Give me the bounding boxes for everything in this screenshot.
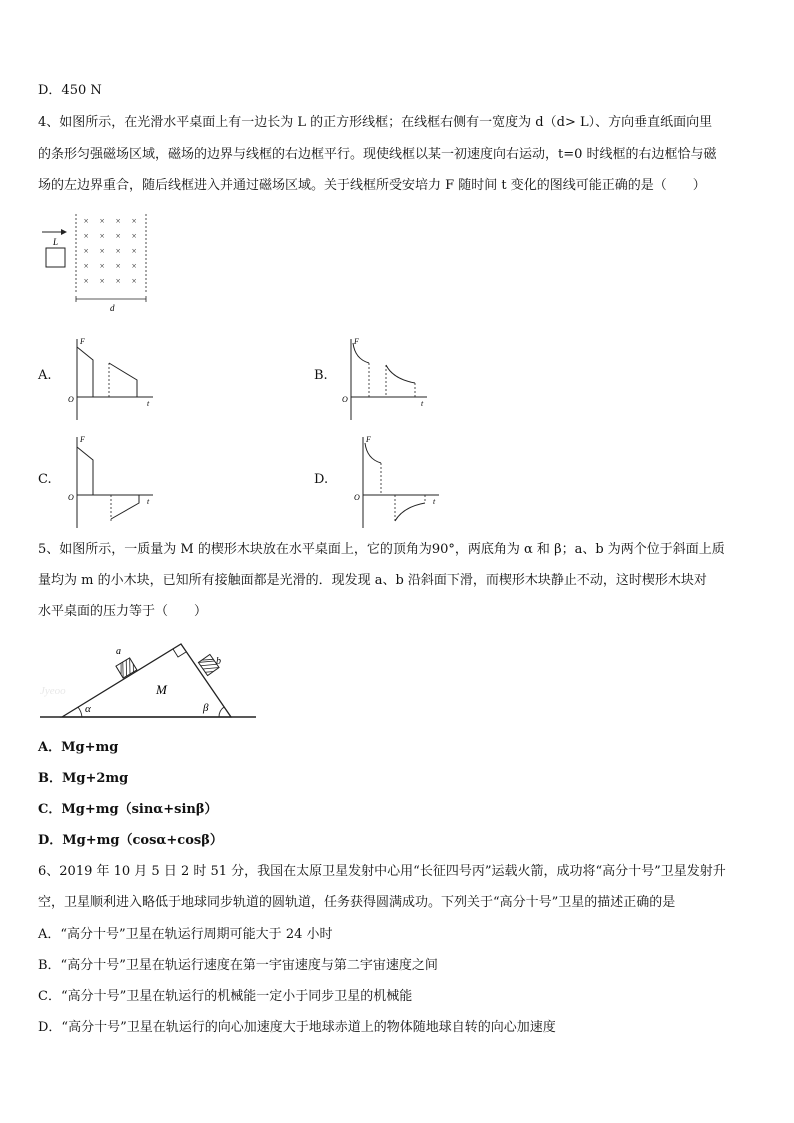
svg-text:×: × xyxy=(99,231,106,241)
svg-text:F: F xyxy=(354,337,359,346)
svg-text:×: × xyxy=(83,216,90,226)
svg-text:×: × xyxy=(115,276,122,286)
q5-option-c: C．Mg+mg（sinα+sinβ） xyxy=(38,802,218,817)
q4-stem-line-2: 的条形匀强磁场区域，磁场的边界与线框的右边框平行。现使线框以某一初速度向右运动，t=0 时线框的右边框恰与磁 xyxy=(38,147,717,162)
q4-field-figure xyxy=(36,208,166,318)
svg-text:×: × xyxy=(99,261,106,271)
svg-text:×: × xyxy=(83,246,90,256)
svg-text:×: × xyxy=(131,276,138,286)
svg-text:×: × xyxy=(99,246,106,256)
wedge-label-m: M xyxy=(156,682,167,697)
q4-label-l: L xyxy=(53,237,59,247)
svg-text:F: F xyxy=(80,435,85,444)
svg-text:×: × xyxy=(83,261,90,271)
svg-text:O: O xyxy=(68,395,74,404)
svg-text:×: × xyxy=(99,216,106,226)
q5-option-b: B．Mg+2mg xyxy=(38,771,129,786)
field-crosses xyxy=(83,216,137,286)
svg-text:F: F xyxy=(366,435,371,444)
svg-text:O: O xyxy=(68,493,74,502)
svg-text:×: × xyxy=(131,216,138,226)
q4-option-b-graph xyxy=(339,335,434,425)
q6-option-b: B．“高分十号”卫星在轨运行速度在第一宇宙速度与第二宇宙速度之间 xyxy=(38,958,438,973)
q6-option-a: A．“高分十号”卫星在轨运行周期可能大于 24 小时 xyxy=(38,927,333,942)
q6-option-d: D．“高分十号”卫星在轨运行的向心加速度大于地球赤道上的物体随地球自转的向心加速度 xyxy=(38,1020,556,1035)
q5-option-d: D．Mg+mg（cosα+cosβ） xyxy=(38,833,223,848)
block-b-label: b xyxy=(216,656,221,667)
svg-text:×: × xyxy=(131,231,138,241)
block-a xyxy=(116,658,137,678)
q5-option-a: A．Mg+mg xyxy=(38,740,119,755)
q4-option-c-graph xyxy=(65,433,160,533)
svg-text:t: t xyxy=(147,399,150,408)
q6-option-c: C．“高分十号”卫星在轨运行的机械能一定小于同步卫星的机械能 xyxy=(38,989,413,1004)
angle-beta-label: β xyxy=(203,702,209,714)
q4-option-d-graph xyxy=(351,433,446,533)
q5-stem-line-1: 5、如图所示，一质量为 M 的楔形木块放在水平桌面上，它的顶角为90°，两底角为 α 和 β；a、b 为两个位于斜面上质 xyxy=(38,542,725,557)
q5-wedge-figure xyxy=(38,636,260,726)
svg-text:O: O xyxy=(354,493,360,502)
q4-option-a-label: A. xyxy=(38,368,52,383)
q4-option-b-label: B. xyxy=(314,368,328,383)
q5-stem-line-3: 水平桌面的压力等于（ ） xyxy=(38,604,208,619)
angle-alpha-label: α xyxy=(85,703,91,715)
svg-text:×: × xyxy=(131,261,138,271)
square-loop xyxy=(46,248,65,267)
svg-text:×: × xyxy=(115,216,122,226)
svg-text:O: O xyxy=(342,395,348,404)
watermark: Jyeoo xyxy=(40,685,66,697)
svg-text:t: t xyxy=(421,399,424,408)
q4-option-c-label: C. xyxy=(38,472,52,487)
svg-text:F: F xyxy=(80,337,85,346)
svg-text:t: t xyxy=(433,497,436,506)
svg-text:t: t xyxy=(147,497,150,506)
q5-stem-line-2: 量均为 m 的小木块，已知所有接触面都是光滑的．现发现 a、b 沿斜面下滑，而楔形木块静止不动，这时楔形木块对 xyxy=(38,573,707,588)
svg-text:×: × xyxy=(131,246,138,256)
svg-text:×: × xyxy=(115,231,122,241)
block-a-label: a xyxy=(116,646,121,657)
q4-label-d: d xyxy=(110,303,115,313)
q4-option-d-label: D. xyxy=(314,472,329,487)
q6-stem-line-1: 6、2019 年 10 月 5 日 2 时 51 分，我国在太原卫星发射中心用“长征四号丙”运载火箭，成功将“高分十号”卫星发射升 xyxy=(38,864,726,879)
svg-text:×: × xyxy=(83,231,90,241)
q4-stem-line-3: 场的左边界重合，随后线框进入并通过磁场区域。关于线框所受安培力 F 随时间 t 变化的图线可能正确的是（ ） xyxy=(38,178,706,193)
svg-text:×: × xyxy=(115,261,122,271)
svg-text:×: × xyxy=(83,276,90,286)
svg-text:×: × xyxy=(115,246,122,256)
svg-text:×: × xyxy=(99,276,106,286)
q3-option-d: D．450 N xyxy=(38,83,102,98)
q4-stem-line-1: 4、如图所示，在光滑水平桌面上有一边长为 L 的正方形线框；在线框右侧有一宽度为 d（d> L）、方向垂直纸面向里 xyxy=(38,115,713,130)
q6-stem-line-2: 空，卫星顺利进入略低于地球同步轨道的圆轨道，任务获得圆满成功。下列关于“高分十号”卫星的描述正确的是 xyxy=(38,895,676,910)
q4-option-a-graph xyxy=(65,335,160,425)
